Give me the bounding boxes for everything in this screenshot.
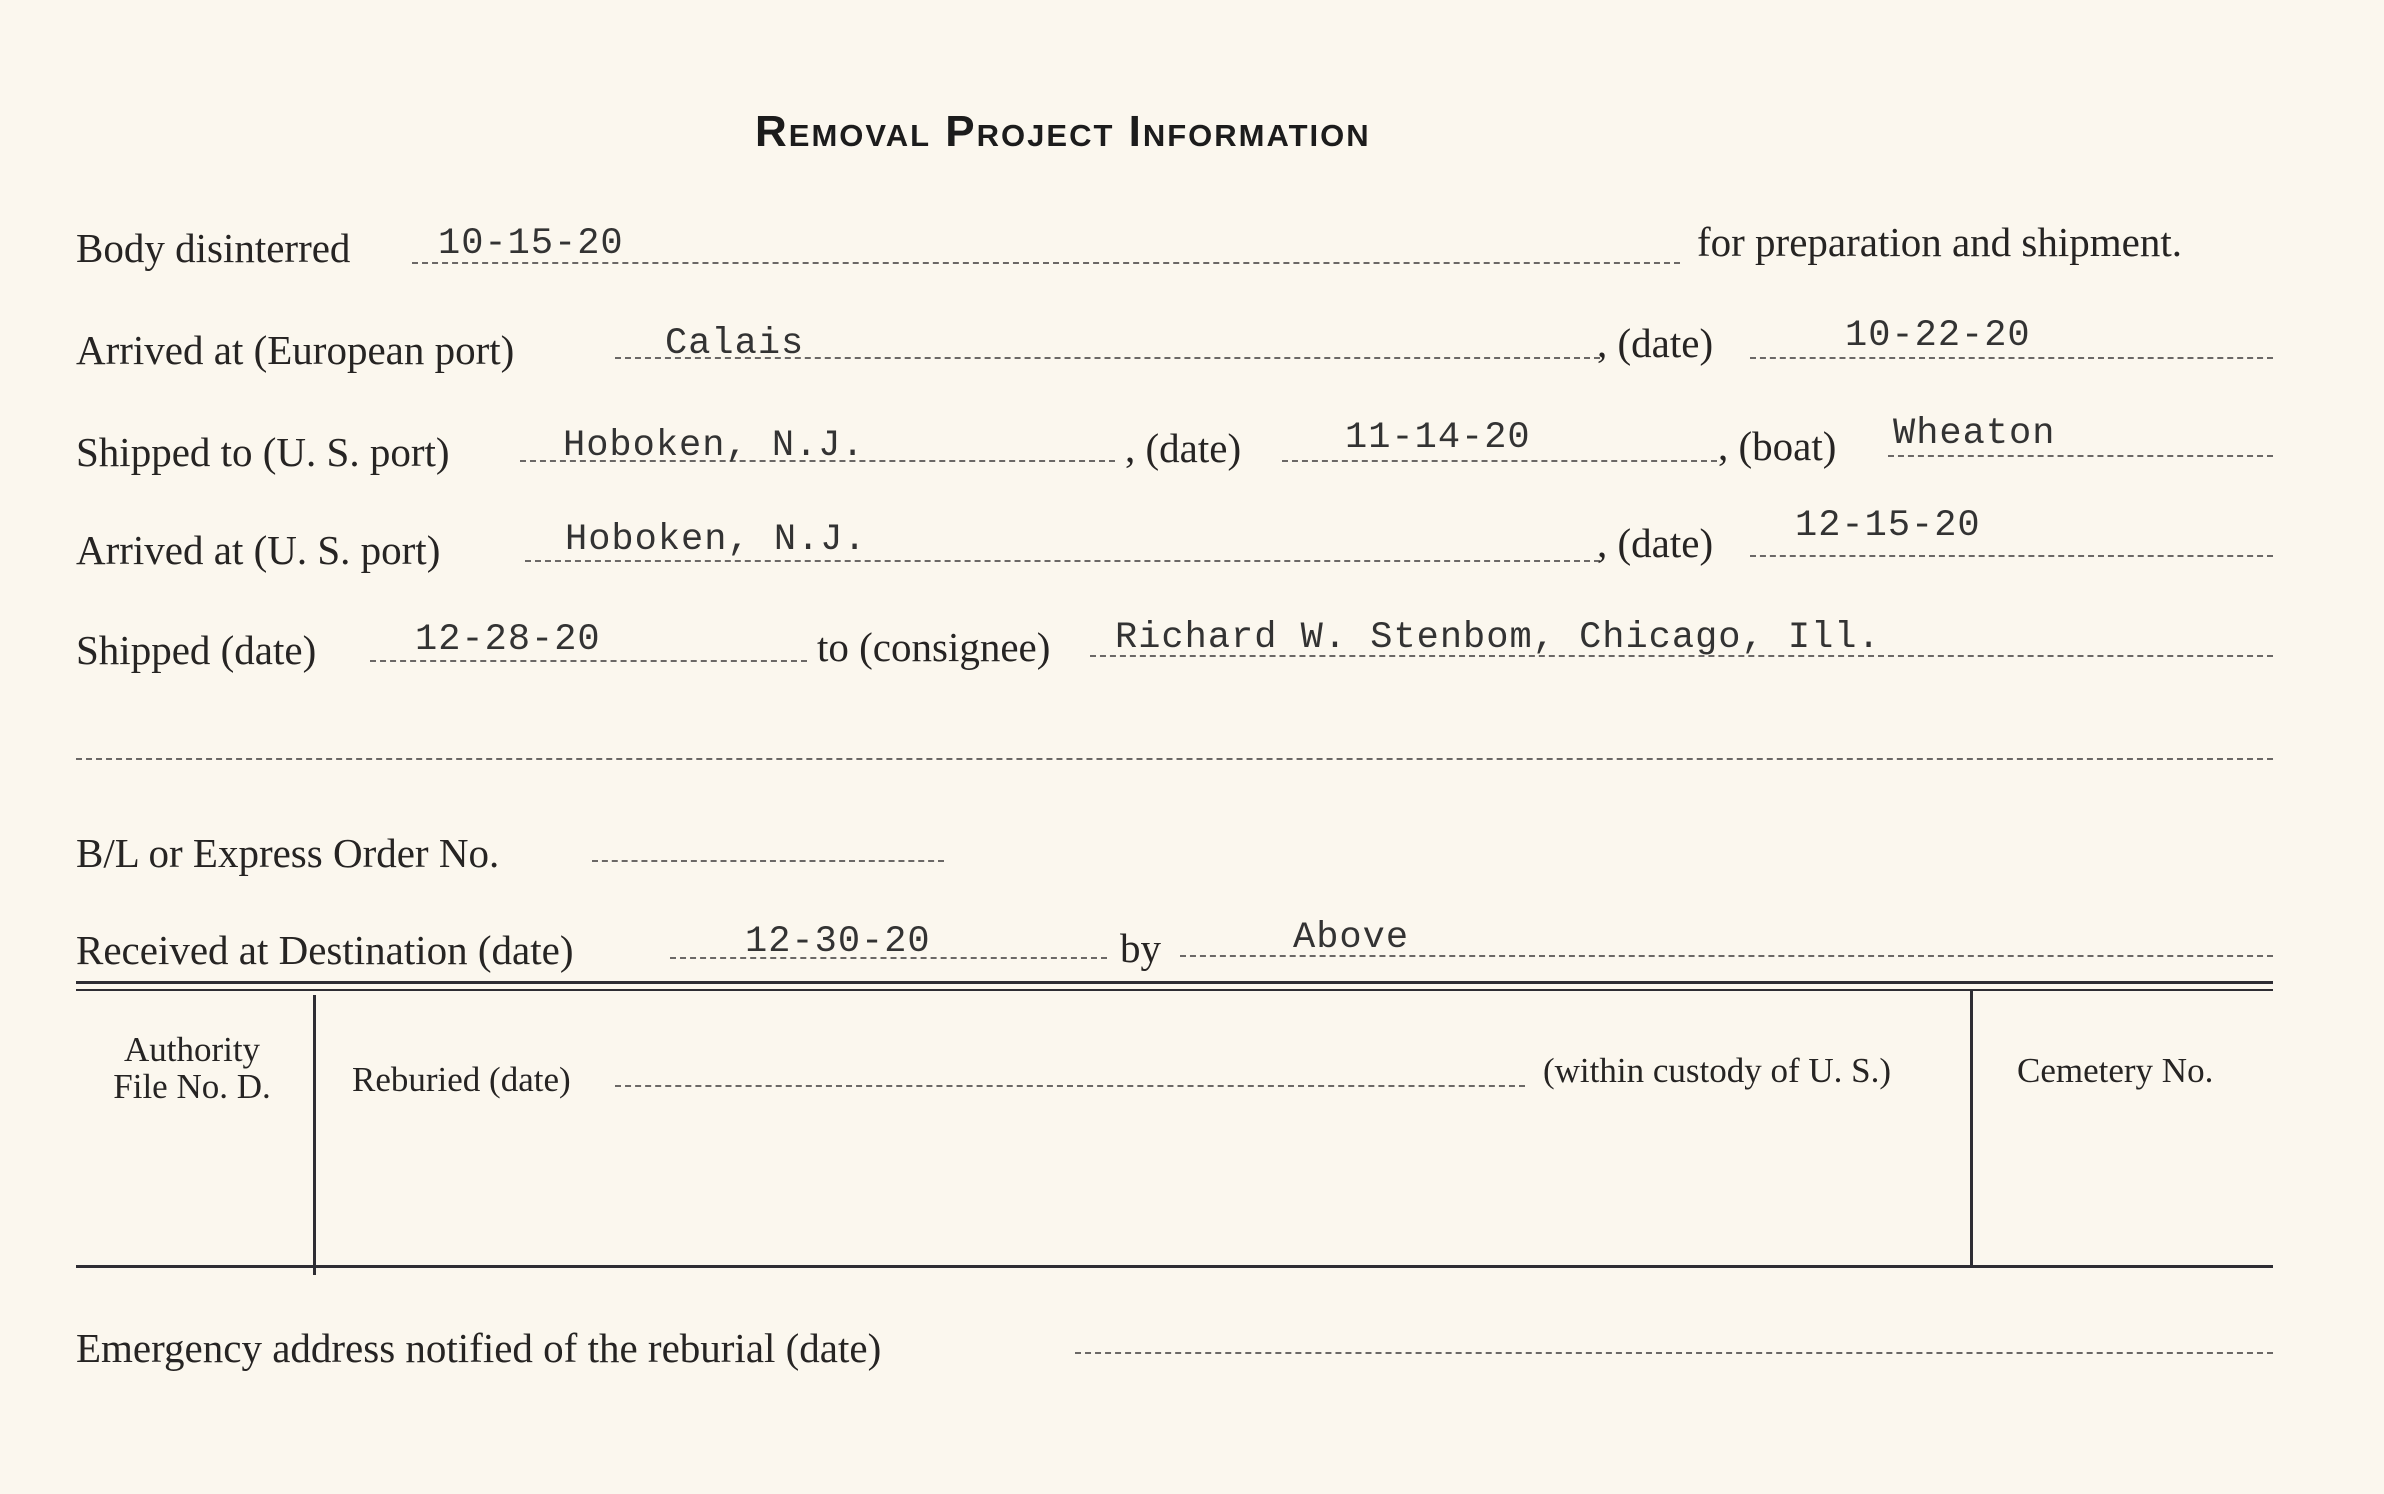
consignee-value: Richard W. Stenbom, Chicago, Ill.: [1115, 617, 1881, 659]
arrived-us-label: Arrived at (U. S. port): [76, 527, 441, 573]
received-by-label: by: [1120, 925, 1161, 971]
emergency-label: Emergency address notified of the reburial (date): [76, 1325, 882, 1371]
arrived-european-date-label: , (date): [1597, 320, 1714, 366]
shipped-to-us-boat-label: , (boat): [1718, 423, 1837, 469]
authority-line1: Authority: [123, 1030, 261, 1069]
arrived-european-value: Calais: [665, 323, 805, 365]
reburied-line: [615, 1085, 1525, 1087]
arrived-european-date-value: 10-22-20: [1845, 315, 2031, 357]
shipped-to-us-date-line: [1282, 460, 1717, 462]
shipped-to-us-date-label: , (date): [1125, 425, 1242, 471]
double-rule-bottom: [76, 989, 2273, 991]
table-bottom-rule: [76, 1265, 2273, 1268]
arrived-european-date-line: [1750, 357, 2273, 359]
reburied-label: Reburied (date): [352, 1060, 571, 1099]
arrived-us-value: Hoboken, N.J.: [565, 519, 867, 561]
shipped-to-us-label: Shipped to (U. S. port): [76, 429, 450, 475]
shipped-to-us-date-value: 11-14-20: [1345, 417, 1531, 459]
custody-note: (within custody of U. S.): [1543, 1051, 1892, 1090]
table-divider-left: [313, 995, 316, 1275]
card-title: [755, 107, 1371, 156]
shipped-to-us-boat-line: [1888, 455, 2273, 457]
bl-order-line: [592, 860, 944, 862]
shipped-date-value: 12-28-20: [415, 619, 601, 661]
cemetery-label: Cemetery No.: [2017, 1051, 2214, 1090]
arrived-us-date-value: 12-15-20: [1795, 505, 1981, 547]
double-rule-top: [76, 981, 2273, 984]
authority-file-label: [92, 1032, 292, 1106]
body-disinterred-value: 10-15-20: [438, 223, 624, 265]
blank-line: [76, 758, 2273, 760]
table-divider-right: [1970, 990, 1973, 1265]
title-text: Removal Project Information: [755, 107, 1371, 156]
received-label: Received at Destination (date): [76, 927, 574, 973]
arrived-us-date-line: [1750, 555, 2273, 557]
body-disinterred-suffix: for preparation and shipment.: [1697, 219, 2183, 265]
received-value: 12-30-20: [745, 921, 931, 963]
arrived-us-date-label: , (date): [1597, 520, 1714, 566]
shipped-to-us-boat-value: Wheaton: [1893, 413, 2056, 455]
arrived-european-label: Arrived at (European port): [76, 327, 515, 373]
authority-line2: File No. D.: [113, 1066, 271, 1106]
shipped-date-label: Shipped (date): [76, 627, 317, 673]
body-disinterred-label: Body disinterred: [76, 225, 351, 271]
emergency-line: [1075, 1352, 2273, 1354]
shipped-to-us-value: Hoboken, N.J.: [563, 425, 865, 467]
bl-order-label: B/L or Express Order No.: [76, 830, 500, 876]
received-by-value: Above: [1293, 917, 1410, 959]
consignee-label: to (consignee): [817, 624, 1051, 670]
